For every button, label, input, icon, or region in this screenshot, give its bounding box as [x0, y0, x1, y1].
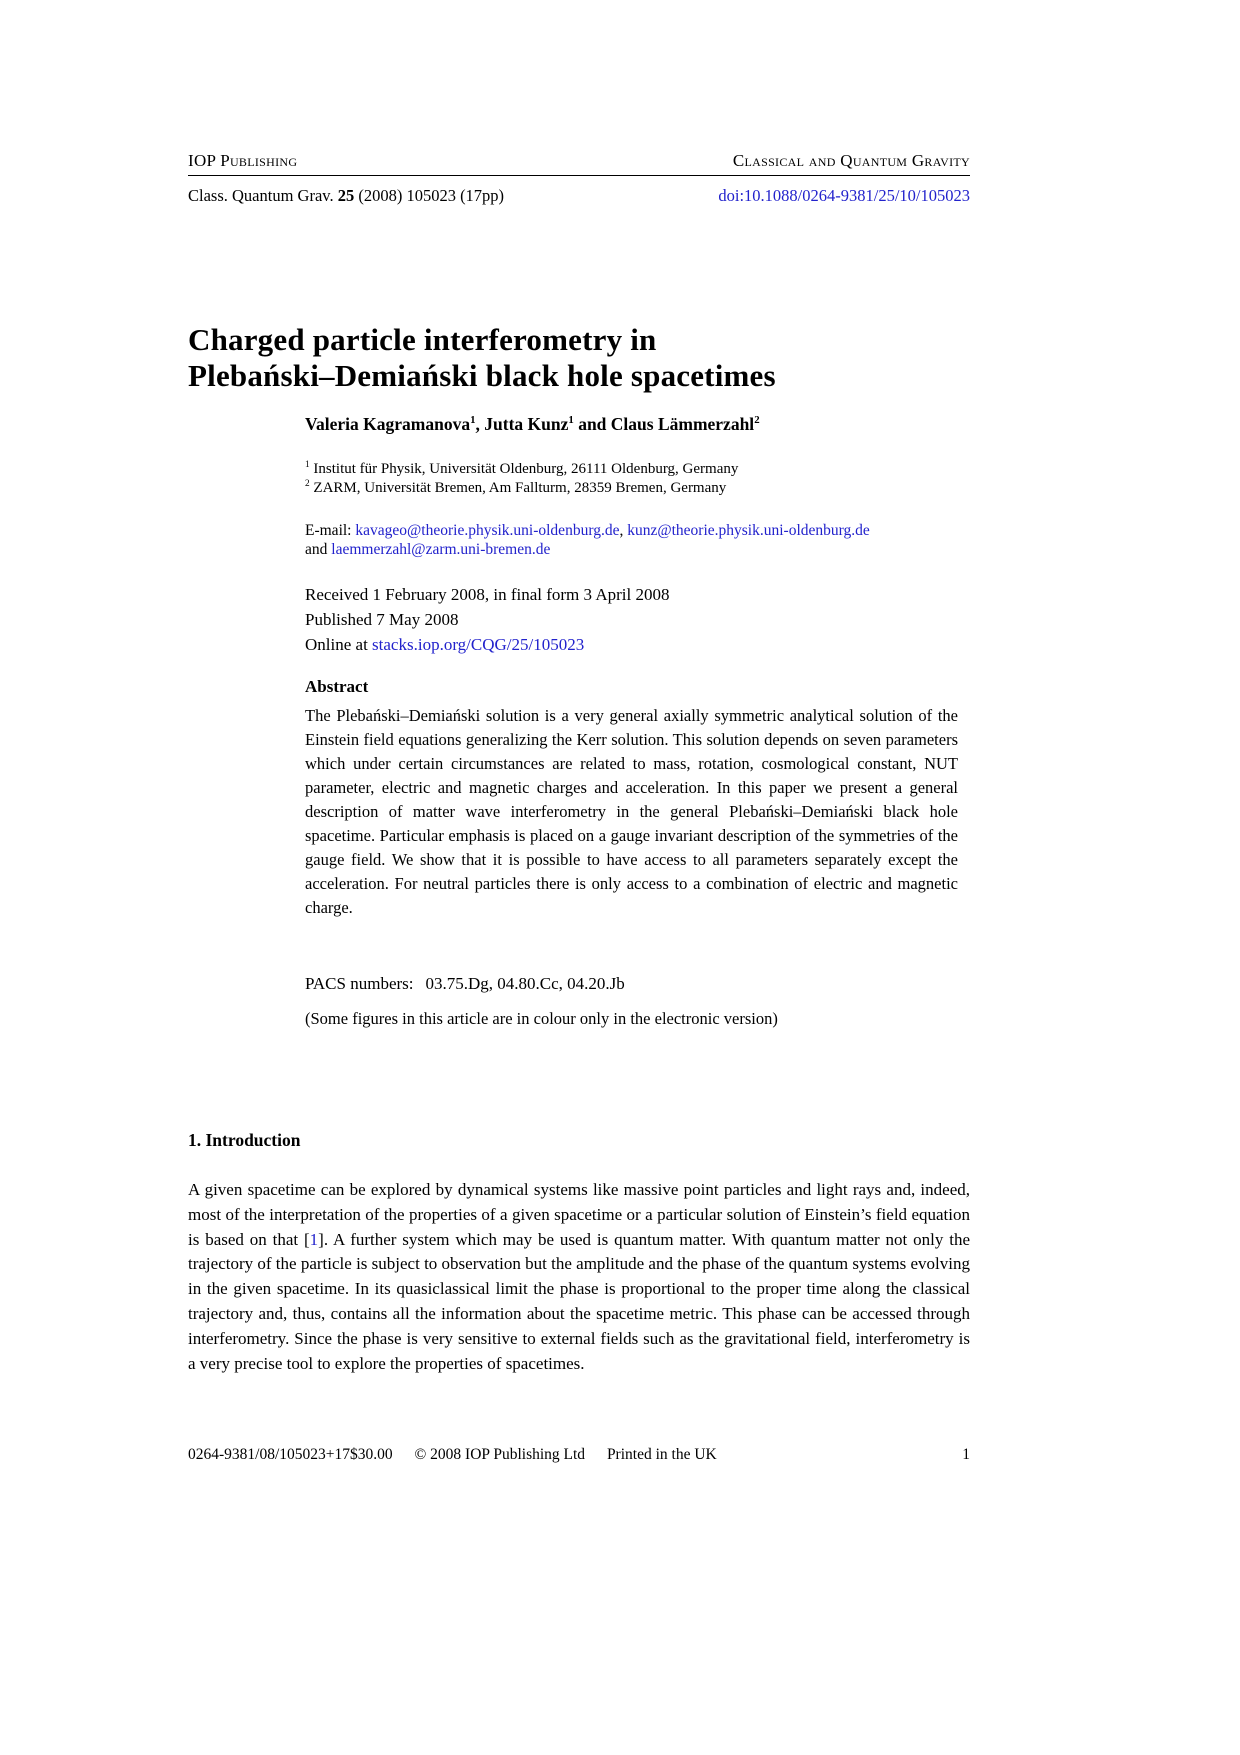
affiliation-2 [305, 479, 970, 498]
email-line-2 [305, 540, 970, 559]
section-1-heading: 1. Introduction [188, 1130, 301, 1150]
article-title [188, 322, 988, 394]
citation-row [188, 186, 970, 206]
introduction-paragraph [188, 1178, 970, 1376]
reference-1-link[interactable]: 1 [309, 1229, 319, 1249]
received-date: Received 1 February 2008, in final form 3 April 2008 [305, 585, 670, 604]
author-list [305, 414, 970, 435]
journal-header-row [188, 151, 970, 171]
online-line [305, 632, 970, 657]
citation-volume: 25 [337, 186, 355, 205]
page-footer [188, 1446, 970, 1464]
affiliation-1 [305, 460, 970, 479]
footer-printed-note: Printed in the UK [606, 1446, 717, 1463]
affiliation-1-text: Institut für Physik, Universität Oldenburg, 26111 Oldenburg, Germany [309, 461, 739, 477]
article-title-line-1: Charged particle interferometry in [188, 321, 657, 357]
author-separator-1: , [475, 414, 485, 434]
article-title-line-2: Plebański–Demiański black hole spacetimes [188, 357, 776, 393]
email-separator-2: and [305, 541, 332, 558]
affiliation-2-mark: 2 [305, 479, 310, 489]
publisher-name: IOP Publishing [188, 151, 298, 170]
affiliation-2-text: ZARM, Universität Bremen, Am Fallturm, 28359 Bremen, Germany [309, 480, 727, 496]
doi-link[interactable]: doi:10.1088/0264-9381/25/10/105023 [718, 186, 970, 205]
citation-suffix: (2008) 105023 (17pp) [354, 186, 505, 205]
journal-header [188, 151, 970, 206]
citation [188, 186, 504, 206]
author-3: Claus Lämmerzahl [610, 414, 755, 434]
email-label: E-mail: [305, 522, 356, 539]
email-separator-1: , [619, 522, 628, 539]
affiliation-list [305, 460, 970, 498]
figures-colour-note: (Some figures in this article are in colour only in the electronic version) [305, 1009, 778, 1028]
pacs-values: 03.75.Dg, 04.80.Cc, 04.20.Jb [425, 974, 625, 993]
abstract-heading: Abstract [305, 677, 369, 696]
author-1-affiliation-mark: 1 [470, 414, 476, 427]
email-link-1[interactable]: kavageo@theorie.physik.uni-oldenburg.de [355, 522, 620, 539]
email-link-2[interactable]: kunz@theorie.physik.uni-oldenburg.de [627, 522, 870, 539]
footer-issn-price: 0264-9381/08/105023+17$30.00 [188, 1446, 393, 1463]
pacs-label: PACS numbers: [305, 974, 414, 993]
author-2-affiliation-mark: 1 [568, 414, 574, 427]
author-1: Valeria Kagramanova [305, 414, 471, 434]
article-history [305, 582, 970, 657]
online-label: Online at [305, 635, 373, 654]
citation-prefix: Class. Quantum Grav. [188, 186, 338, 205]
published-date: Published 7 May 2008 [305, 610, 459, 629]
introduction-text-before-ref: A given spacetime can be explored by dynamical systems like massive point particles and light rays and, indeed, most of the interpretation of the properties of a given spacetime or a particular solution of Einstein’s field equation is based on that [ [188, 1180, 970, 1249]
author-2: Jutta Kunz [484, 414, 569, 434]
email-line-1 [305, 521, 970, 540]
footer-imprint [188, 1446, 717, 1464]
journal-name: Classical and Quantum Gravity [732, 151, 970, 170]
page-number: 1 [962, 1446, 970, 1463]
introduction-text-after-ref: ]. A further system which may be used is quantum matter. With quantum matter not only the trajectory of the particle is subject to observation but the amplitude and the phase of the quantum systems evolving in the given spacetime. In its quasiclassical limit the phase is proportional to the proper time along the classical trajectory and, thus, contains all the information about the spacetime metric. This phase can be accessed through interferometry. Since the phase is very sensitive to external fields such as the gravitational field, interferometry is a very precise tool to explore the properties of spacetimes. [188, 1229, 970, 1373]
affiliation-1-mark: 1 [305, 460, 310, 470]
abstract-body: The Plebański–Demiański solution is a very general axially symmetric analytical solution of the Einstein field equations generalizing the Kerr solution. This solution depends on seven parameters which under certain circumstances are related to mass, rotation, cosmological constant, NUT parameter, electric and magnetic charges and acceleration. In this paper we present a general description of matter wave interferometry in the general Plebański–Demiański black hole spacetime. Particular emphasis is placed on a gauge invariant description of the symmetries of the gauge field. We show that it is possible to have access to all parameters separately except the acceleration. For neutral particles there is only access to a combination of electric and magnetic charge. [305, 706, 958, 917]
author-3-affiliation-mark: 2 [754, 414, 760, 427]
pacs-line [305, 974, 970, 994]
email-block [305, 521, 970, 559]
author-separator-2: and [573, 414, 611, 434]
footer-copyright: © 2008 IOP Publishing Ltd [414, 1446, 586, 1463]
email-link-3[interactable]: laemmerzahl@zarm.uni-bremen.de [331, 541, 551, 558]
online-link[interactable]: stacks.iop.org/CQG/25/105023 [372, 635, 585, 654]
header-rule [188, 175, 970, 176]
